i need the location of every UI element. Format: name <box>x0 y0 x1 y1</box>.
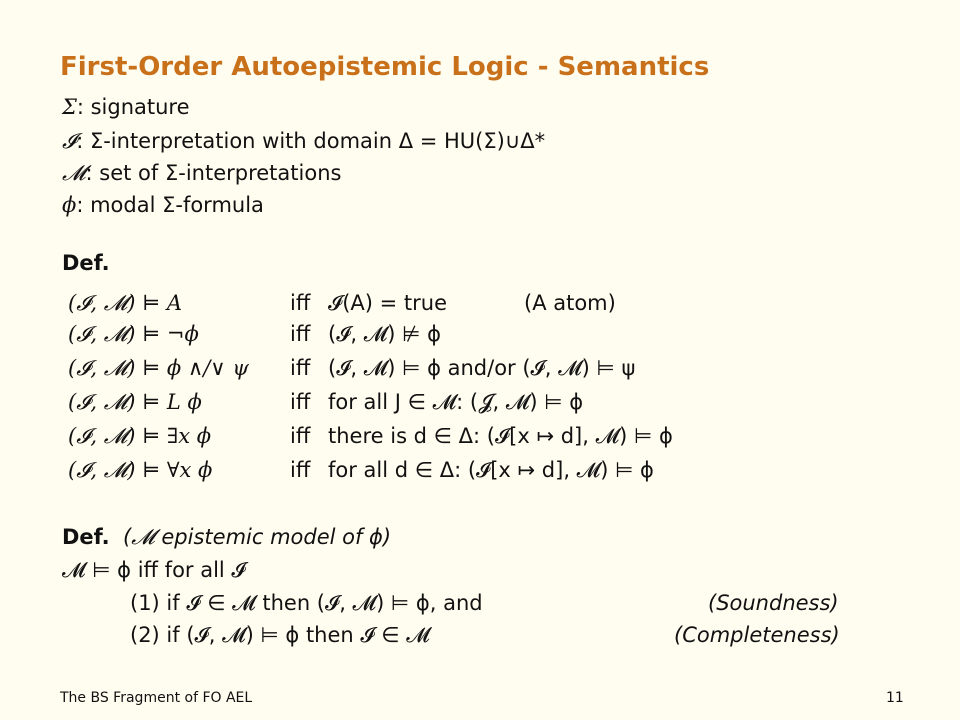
intro-line-signature <box>62 94 190 120</box>
intro-text: : set of Σ-interpretations <box>85 161 342 185</box>
row-lhs: (𝓘, 𝓜) ⊨ ∃x ϕ <box>68 424 212 448</box>
page-number: 11 <box>886 690 904 706</box>
intro-symbol: 𝓘 <box>62 129 77 153</box>
row-lhs: (𝓘, 𝓜) ⊨ ϕ ∧/∨ ψ <box>68 356 249 380</box>
def-label: Def. <box>62 525 110 549</box>
intro-symbol: 𝓜 <box>62 161 86 185</box>
row-iff: iff <box>290 424 311 448</box>
footer-title: The BS Fragment of FO AEL <box>60 690 253 706</box>
row-rhs: there is d ∈ Δ: (𝓘[x ↦ d], 𝓜) ⊨ ϕ <box>328 424 673 448</box>
row-iff: iff <box>290 291 311 315</box>
completeness-clause: (2) if (𝓘, 𝓜) ⊨ ϕ then 𝓘 ∈ 𝓜 <box>130 623 430 647</box>
row-iff: iff <box>290 322 311 346</box>
row-rhs: (𝓘, 𝓜) ⊨ ϕ and/or (𝓘, 𝓜) ⊨ ψ <box>328 356 636 380</box>
intro-line-formula <box>62 192 264 218</box>
intro-text: : Σ-interpretation with domain Δ = HU(Σ)∪Δ* <box>76 129 546 153</box>
intro-symbol: ϕ <box>62 193 77 217</box>
intro-symbol: Σ <box>62 95 77 119</box>
slide-title: First-Order Autoepistemic Logic - Semantics <box>60 52 710 82</box>
def2-heading: (𝓜 epistemic model of ϕ) <box>123 525 392 549</box>
row-lhs: (𝓘, 𝓜) ⊨ ∀x ϕ <box>68 458 213 482</box>
row-iff: iff <box>290 458 311 482</box>
soundness-tag: (Soundness) <box>708 591 839 615</box>
def2-heading-line <box>62 524 391 550</box>
row-rhs: for all d ∈ Δ: (𝓘[x ↦ d], 𝓜) ⊨ ϕ <box>328 458 654 482</box>
row-iff: iff <box>290 356 311 380</box>
row-lhs: (𝓘, 𝓜) ⊨ A <box>68 291 183 315</box>
row-rhs: 𝓘(A) = true <box>328 291 447 315</box>
row-rhs: for all J ∈ 𝓜: (𝓙, 𝓜) ⊨ ϕ <box>328 390 584 414</box>
soundness-clause: (1) if 𝓘 ∈ 𝓜 then (𝓘, 𝓜) ⊨ ϕ, and <box>130 591 483 615</box>
def-label: Def. <box>62 251 110 275</box>
row-note: (A atom) <box>524 291 616 315</box>
row-rhs: (𝓘, 𝓜) ⊭ ϕ <box>328 322 441 346</box>
def2-condition: 𝓜 ⊨ ϕ iff for all 𝓘 <box>62 558 246 582</box>
intro-line-interpretation <box>62 128 545 154</box>
row-iff: iff <box>290 390 311 414</box>
row-lhs: (𝓘, 𝓜) ⊨ ¬ϕ <box>68 322 199 346</box>
row-lhs: (𝓘, 𝓜) ⊨ L ϕ <box>68 390 202 414</box>
completeness-tag: (Completeness) <box>674 623 840 647</box>
intro-text: : modal Σ-formula <box>76 193 264 217</box>
intro-text: : signature <box>76 95 190 119</box>
intro-line-model-set <box>62 160 341 186</box>
